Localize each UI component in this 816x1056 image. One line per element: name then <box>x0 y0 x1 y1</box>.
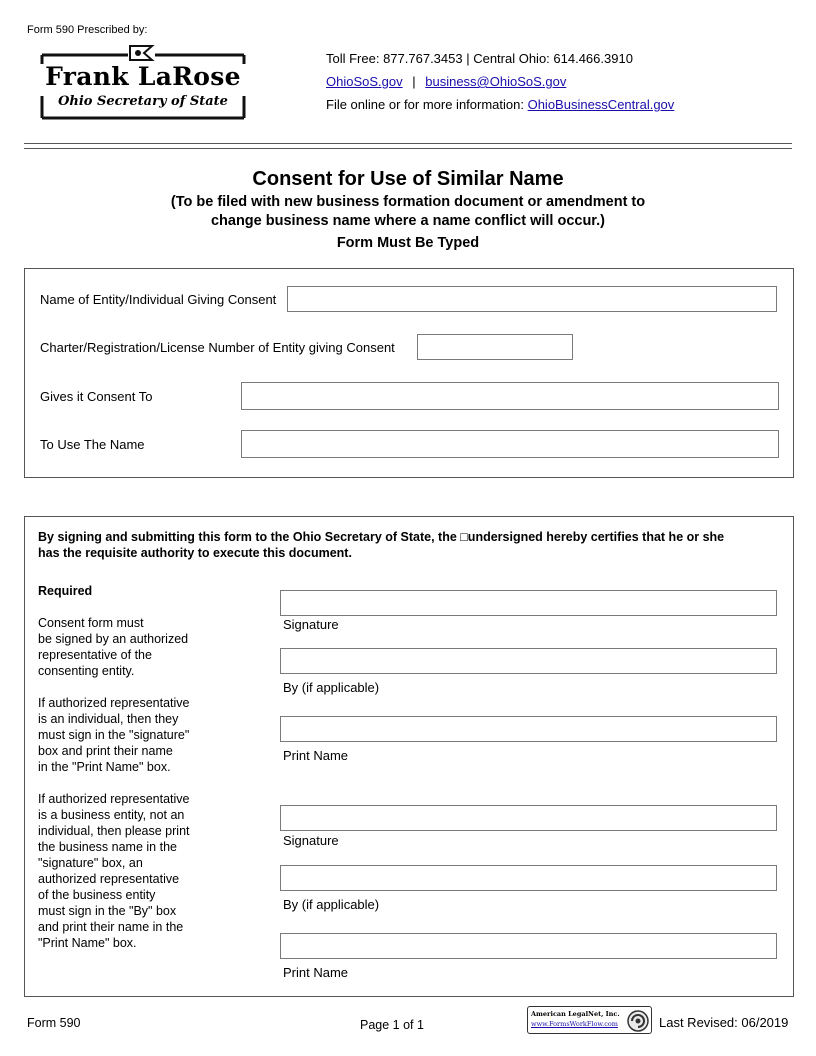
business-central-link[interactable]: OhioBusinessCentral.gov <box>527 97 675 112</box>
logo-name: Frank LaRose <box>45 62 241 91</box>
signature-field-1[interactable] <box>280 590 777 616</box>
contact-phone: Toll Free: 877.767.3453 | Central Ohio: 614.466.3910 <box>326 51 633 66</box>
instruction-line: must sign in the "By" box <box>38 904 177 918</box>
instruction-paragraph-1 <box>38 615 188 679</box>
instruction-line: is an individual, then they <box>38 712 179 726</box>
use-name-label: To Use The Name <box>40 437 145 452</box>
required-heading: Required <box>38 584 93 598</box>
link-separator: | <box>412 74 416 89</box>
by-caption-2: By (if applicable) <box>283 897 380 912</box>
print-name-field-2[interactable] <box>280 933 777 959</box>
sos-site-link[interactable]: OhioSoS.gov <box>326 74 403 89</box>
file-online-line <box>326 93 674 116</box>
form-subtitle-2: change business name where a name conflict will occur.) <box>210 213 606 229</box>
instruction-line: is a business entity, not an <box>38 808 185 822</box>
by-caption-1: By (if applicable) <box>283 680 380 695</box>
use-name-field[interactable] <box>241 430 779 458</box>
signature-caption-1: Signature <box>283 617 339 632</box>
instruction-line: authorized representative <box>38 872 180 886</box>
form-subtitle-1: (To be filed with new business formation document or amendment to <box>170 194 646 210</box>
badge-line-1: American LegalNet, Inc. <box>531 1010 620 1018</box>
contact-links <box>326 70 566 93</box>
print-name-field-1[interactable] <box>280 716 777 742</box>
by-field-2[interactable] <box>280 865 777 891</box>
signature-field-2[interactable] <box>280 805 777 831</box>
instruction-paragraph-2 <box>38 695 189 775</box>
instruction-line: must sign in the "signature" <box>38 728 190 742</box>
footer-form-number: Form 590 <box>27 1016 81 1030</box>
consent-to-label: Gives it Consent To <box>40 389 153 404</box>
header-divider-top <box>24 143 792 144</box>
by-field-1[interactable] <box>280 648 777 674</box>
certification-line-2: has the requisite authority to execute this document. <box>38 546 352 560</box>
print-name-caption-1: Print Name <box>283 748 349 763</box>
instruction-line: box and print their name <box>38 744 173 758</box>
instruction-line: representative of the <box>38 648 152 662</box>
file-online-text: File online or for more information: <box>326 97 528 112</box>
badge-line-2: www.FormsWorkFlow.com <box>531 1020 618 1028</box>
prescribed-by-text: Form 590 Prescribed by: <box>27 24 148 36</box>
entity-name-label: Name of Entity/Individual Giving Consent <box>40 292 277 307</box>
instruction-line: in the "Print Name" box. <box>38 760 171 774</box>
secretary-logo <box>40 44 246 120</box>
form-title: Consent for Use of Similar Name <box>252 168 564 190</box>
header-divider-bottom <box>24 148 792 149</box>
legalnet-badge <box>527 1006 652 1034</box>
instruction-line: "Print Name" box. <box>38 936 137 950</box>
footer-page-number: Page 1 of 1 <box>360 1018 424 1032</box>
footer-last-revised: Last Revised: 06/2019 <box>659 1015 789 1030</box>
form-must-be-typed: Form Must Be Typed <box>336 235 480 251</box>
instruction-line: be signed by an authorized <box>38 632 189 646</box>
email-link[interactable]: business@OhioSoS.gov <box>425 74 567 89</box>
logo-subtitle: Ohio Secretary of State <box>58 94 228 109</box>
instruction-paragraph-3 <box>38 791 190 951</box>
certification-line-1: By signing and submitting this form to the Ohio Secretary of State, the □undersigned hereby certifies that he or she <box>38 530 725 544</box>
instruction-line: consenting entity. <box>38 664 135 678</box>
instruction-line: the business name in the <box>38 840 177 854</box>
workflow-logo-icon <box>626 1009 650 1033</box>
charter-number-field[interactable] <box>417 334 573 360</box>
certification-text <box>38 529 724 561</box>
print-name-caption-2: Print Name <box>283 965 349 980</box>
instruction-line: and print their name in the <box>38 920 184 934</box>
consent-to-field[interactable] <box>241 382 779 410</box>
instruction-line: of the business entity <box>38 888 156 902</box>
instruction-line: individual, then please print <box>38 824 190 838</box>
instruction-line: If authorized representative <box>38 696 190 710</box>
instruction-line: Consent form must <box>38 616 144 630</box>
charter-number-label: Charter/Registration/License Number of Entity giving Consent <box>40 340 395 355</box>
instruction-line: "signature" box, an <box>38 856 143 870</box>
entity-name-field[interactable] <box>287 286 777 312</box>
signature-caption-2: Signature <box>283 833 339 848</box>
instruction-line: If authorized representative <box>38 792 190 806</box>
